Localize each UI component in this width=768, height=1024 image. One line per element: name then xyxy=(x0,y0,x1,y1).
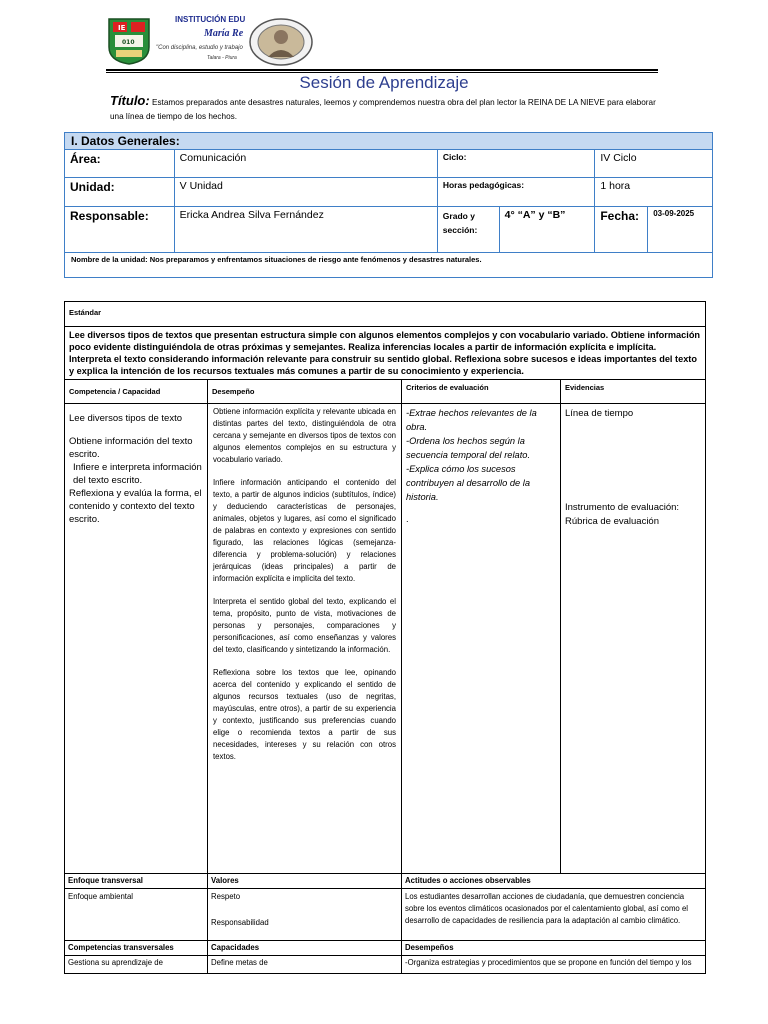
valores-cell xyxy=(208,889,402,941)
enfoque-name: Enfoque ambiental xyxy=(65,889,208,941)
session-title-label: Título: xyxy=(110,93,150,108)
transversal-competence: Gestiona su aprendizaje de xyxy=(65,956,208,974)
enfoque-content-row xyxy=(65,889,706,941)
criterios-cell xyxy=(402,404,561,874)
patron-portrait-seal xyxy=(248,17,314,67)
valores-header: Valores xyxy=(208,874,402,889)
ciclo-label: Ciclo: xyxy=(438,150,596,177)
valor-item: Responsabilidad xyxy=(211,918,269,927)
document-header xyxy=(0,0,768,72)
transversal-header-row xyxy=(65,941,706,956)
institution-subname: María Re xyxy=(204,28,244,39)
desempeno-item: Infiere información anticipando el contenido del texto, a partir de algunos indicios (subtítulos, índice) y deduciendo características de personajes, animales, objetos y lugares, así como el significado de palabras en contexto y expresiones con sentido figurado, las relaciones lógicas (semejanza-diferencia y problema-solución) y relaciones jerárquicas (ideas principales) a partir de información explícita e implícita del texto. xyxy=(213,478,396,583)
svg-text:IE: IE xyxy=(118,24,126,32)
row-area xyxy=(65,150,712,178)
responsable-value: Ericka Andrea Silva Fernández xyxy=(175,207,438,252)
header-evidencias: Evidencias xyxy=(561,380,706,404)
ciclo-value: IV Ciclo xyxy=(600,152,637,164)
header-criterios: Criterios de evaluación xyxy=(402,380,561,404)
content-row xyxy=(65,404,706,874)
institution-town: Talara - Piura xyxy=(207,55,237,61)
criterio-item: . xyxy=(406,514,409,524)
desempeno-cell xyxy=(208,404,402,874)
svg-text:010: 010 xyxy=(122,39,135,46)
general-data-table xyxy=(64,132,713,278)
column-headers-row xyxy=(65,380,706,404)
session-title-text: Estamos preparados ante desastres naturales, leemos y comprendemos nuestra obra del plan lector la REINA DE LA NIEVE para elaborar una línea de tiempo de los hechos. xyxy=(110,98,656,121)
criterio-item: -Ordena los hechos según la secuencia temporal del relato. xyxy=(406,436,531,460)
evidencias-cell xyxy=(561,404,706,874)
horas-value: 1 hora xyxy=(600,180,631,192)
fecha-value: 03-09-2025 xyxy=(653,209,695,218)
transversal-capacity: Define metas de xyxy=(208,956,402,974)
competencia-main: Lee diversos tipos de texto xyxy=(69,413,183,424)
transversal-performance: -Organiza estrategias y procedimientos que se propone en función del tiempo y los xyxy=(402,956,706,974)
enfoque-header-row xyxy=(65,874,706,889)
header-divider xyxy=(106,69,658,71)
standard-label: Estándar xyxy=(65,302,706,327)
actitudes-header: Actitudes o acciones observables xyxy=(402,874,706,889)
criterio-item: -Explica cómo los sucesos contribuyen al desarrollo de la historia. xyxy=(406,464,531,502)
standard-text: Lee diversos tipos de textos que presentan estructura simple con algunos elementos complejos y con vocabulario variado. Obtiene información poco evidente distinguiéndola de otras próximas y semejantes. Realiza inferencias locales a partir de información explícita e implícita. Interpreta el texto considerando información relevante para construir su sentido global. Reflexiona sobre sucesos e ideas importantes del texto y explica la intención de los recursos textuales más comunes a partir de su conocimiento y experiencia. xyxy=(65,327,706,380)
desempeno-item: Obtiene información explícita y relevante ubicada en distintas partes del texto, distinguiéndola de otra cercana y semejante en diversos tipos de textos con algunos elementos complejos en su estructura y vocabulario variado. xyxy=(213,407,396,464)
horas-label: Horas pedagógicas: xyxy=(438,178,596,206)
enfoque-header: Enfoque transversal xyxy=(65,874,208,889)
standard-text-row xyxy=(65,327,706,380)
desempenos-header: Desempeños xyxy=(402,941,706,956)
unidad-value: V Unidad xyxy=(175,178,438,206)
header-competencia: Competencia / Capacidad xyxy=(65,380,208,404)
school-crest-logo xyxy=(106,17,152,65)
responsable-label: Responsable: xyxy=(65,207,175,252)
header-desempeno: Desempeño xyxy=(208,380,402,404)
desempeno-item: Interpreta el sentido global del texto, explicando el tema, propósito, punto de vista, motivaciones de personas y personajes, comparaciones y personificaciones, así como enseñanzas y valores del texto, clasificando y sintetizando la información. xyxy=(213,597,396,654)
capacidad-reflexiona: Reflexiona y evalúa la forma, el contenido y contexto del texto escrito. xyxy=(69,488,202,525)
actitudes-text: Los estudiantes desarrollan acciones de ciudadanía, que demuestren conciencia sobre los eventos climáticos ocasionados por el calentamiento global, así como el desarrollo de capacidades de resiliencia para la adaptación al cambio climático. xyxy=(402,889,706,941)
row-unidad xyxy=(65,178,712,207)
general-data-heading: I. Datos Generales: xyxy=(65,133,712,150)
valor-item: Respeto xyxy=(211,892,241,901)
session-title-block xyxy=(110,94,670,124)
standard-label-row xyxy=(65,302,706,327)
institution-name: INSTITUCIÓN EDU xyxy=(175,15,246,24)
grado-value: 4° “A” y “B” xyxy=(500,207,596,252)
desempeno-item: Reflexiona sobre los textos que lee, opinando acerca del contenido y explicando el sentido de algunos recursos textuales (uso de negritas, mayúsculas, entre otros), a partir de su experiencia y contexto, justificando sus preferencias cuando elige o recomienda textos a partir de sus necesidades, intereses y su relación con otros textos. xyxy=(213,668,396,761)
fecha-label: Fecha: xyxy=(595,207,648,252)
capacidad-obtiene: Obtiene información del texto escrito. xyxy=(69,436,193,460)
evaluation-instrument: Instrumento de evaluación: Rúbrica de evaluación xyxy=(565,502,680,527)
capacidad-infiere: Infiere e interpreta información del texto escrito. xyxy=(73,462,202,486)
grado-label: Grado y sección: xyxy=(438,207,500,252)
capacidades-header: Capacidades xyxy=(208,941,402,956)
competencies-table xyxy=(64,301,706,974)
evidence-product: Línea de tiempo xyxy=(565,408,634,419)
area-label: Área: xyxy=(65,150,175,177)
row-responsable xyxy=(65,207,712,253)
competencia-cell xyxy=(65,404,208,874)
unidad-label: Unidad: xyxy=(65,178,175,206)
page-title: Sesión de Aprendizaje xyxy=(299,73,469,92)
institution-motto: "Con disciplina, estudio y trabajo xyxy=(156,45,243,51)
unit-name: Nombre de la unidad: Nos preparamos y enfrentamos situaciones de riesgo ante fenómenos y desastres naturales. xyxy=(71,255,482,264)
area-value: Comunicación xyxy=(175,150,438,177)
criterio-item: -Extrae hechos relevantes de la obra. xyxy=(406,408,537,432)
transversal-header: Competencias transversales xyxy=(65,941,208,956)
transversal-content-row xyxy=(65,956,706,974)
